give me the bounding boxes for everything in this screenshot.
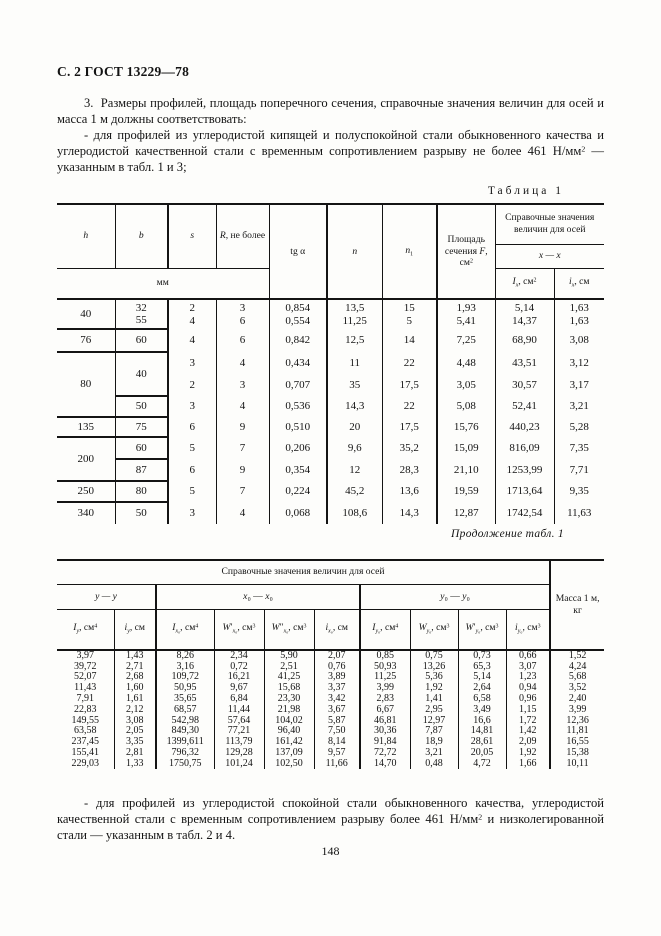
col-header-s: s <box>168 204 216 268</box>
table-cell: 35 <box>327 374 382 396</box>
table-cell: 1742,54 <box>495 502 554 524</box>
table-cell: 0,510 <box>269 417 327 437</box>
table2-body <box>57 650 604 769</box>
table-cell: 15,09 <box>437 437 495 459</box>
table-cell: 2,05 <box>114 726 156 737</box>
table-cell: 11,25 <box>360 672 410 683</box>
col-header-ix-radius: $i_x$, см <box>554 268 604 299</box>
table-cell: 12 <box>327 459 382 481</box>
table-cell: 2,40 <box>550 694 604 705</box>
table-cell: 3,17 <box>554 374 604 396</box>
table-cell: 1,63 1,63 <box>554 299 604 329</box>
table-cell: 11,44 <box>214 705 264 716</box>
intro-paragraphs <box>57 96 604 176</box>
col-header-mm-units: мм <box>156 277 169 289</box>
table-cell: 7,87 <box>410 726 458 737</box>
table-cell: 1713,64 <box>495 481 554 502</box>
profile-dimensions-table <box>57 203 604 524</box>
table-cell: 1,66 <box>506 759 550 770</box>
table-cell: 0,206 <box>269 437 327 459</box>
table-cell: 68,57 <box>156 705 214 716</box>
table-cell: 15 5 <box>382 299 437 329</box>
table-cell: 35,2 <box>382 437 437 459</box>
paragraph-dash-2: - для профилей из углеродистой спокойной стали обыкновенного качества, углеродистой качественной стали с временным сопротивлением разрыву более 461 $Н/мм^2$ и низколегированной стали — указанным в табл. 2 и 4. <box>57 796 604 842</box>
table-cell: 50,95 <box>156 683 214 694</box>
table-cell: 30,36 <box>360 726 410 737</box>
col-header-ix-moment: $I_x$, $см^2$ <box>495 268 554 299</box>
table-cell: 13,5 11,25 <box>327 299 382 329</box>
table-cell: 76 <box>57 329 115 352</box>
table-cell: 0,536 <box>269 396 327 417</box>
table-cell: 4,48 <box>437 352 495 374</box>
table-cell: 91,84 <box>360 737 410 748</box>
table-cell: 2,09 <box>506 737 550 748</box>
table-cell: 0,75 <box>410 650 458 662</box>
table-cell: 2,12 <box>114 705 156 716</box>
table-cell: 35,65 <box>156 694 214 705</box>
table-cell: 7,50 <box>314 726 360 737</box>
table-cell: 11 <box>327 352 382 374</box>
table-cell: 5,14 <box>458 672 506 683</box>
table-cell: 1,93 5,41 <box>437 299 495 329</box>
table-cell: 14 <box>382 329 437 352</box>
table-cell: 1,23 <box>506 672 550 683</box>
col-header-b: b <box>115 204 168 268</box>
table-cell: 0,354 <box>269 459 327 481</box>
table-cell: 129,28 <box>214 748 264 759</box>
table-cell: 104,02 <box>264 715 314 726</box>
table-cell: 1,33 <box>114 759 156 770</box>
table-cell: 1399,611 <box>156 737 214 748</box>
table2-header <box>57 560 604 650</box>
table-cell: 1,92 <box>506 748 550 759</box>
table-cell: 4 <box>168 329 216 352</box>
table-cell: 75 <box>115 417 168 437</box>
table-cell: 80 <box>115 481 168 502</box>
table-cell: 5,28 <box>554 417 604 437</box>
table-cell: 22 <box>382 396 437 417</box>
table-cell: 1,52 <box>550 650 604 662</box>
table-cell: 60 <box>115 329 168 352</box>
table-cell: 3,42 <box>314 694 360 705</box>
col-header-wy0-prime: $W'_{y_0}$, $см^3$ <box>458 609 506 650</box>
table-cell: 200 <box>57 437 115 481</box>
col-group-reference-values: Справочные значения величин для осей <box>57 560 550 584</box>
table-cell: 113,79 <box>214 737 264 748</box>
col-header-tg-alpha: tg α <box>269 204 327 299</box>
table-cell: 9 <box>216 417 269 437</box>
table-cell: 3,89 <box>314 672 360 683</box>
table-cell: 4,24 <box>550 662 604 673</box>
table-cell: 101,24 <box>214 759 264 770</box>
table-cell: 6,58 <box>458 694 506 705</box>
table-cell: 2,64 <box>458 683 506 694</box>
table-cell: 50 <box>115 502 168 524</box>
table-cell: 4 <box>216 396 269 417</box>
table-cell: 102,50 <box>264 759 314 770</box>
col-group-x-x-axis: x — x <box>495 244 604 268</box>
table-cell: 3,05 <box>437 374 495 396</box>
table-cell: 43,51 <box>495 352 554 374</box>
col-header-n1: $n_1$ <box>382 204 437 299</box>
table-cell: 13,6 <box>382 481 437 502</box>
table-cell: 237,45 <box>71 737 99 748</box>
table-cell: 14,3 <box>327 396 382 417</box>
table-cell: 14,3 <box>382 502 437 524</box>
col-header-r: R, не более <box>216 204 269 268</box>
table-cell: 2,51 <box>264 662 314 673</box>
col-header-n: n <box>327 204 382 299</box>
table-cell: 7 <box>216 437 269 459</box>
col-group-x0-x0-axis: x₀ — x₀ <box>156 584 360 609</box>
table-cell: 149,55 <box>71 715 99 726</box>
table-cell: 2 <box>168 374 216 396</box>
table-cell: 440,23 <box>495 417 554 437</box>
table-cell: 15,38 <box>550 748 604 759</box>
table-cell: 14,70 <box>360 759 410 770</box>
table-cell: 849,30 <box>156 726 214 737</box>
table-cell: 30,57 <box>495 374 554 396</box>
table-cell: 2,34 <box>214 650 264 662</box>
table-cell: 77,21 <box>214 726 264 737</box>
table-cell: 17,5 <box>382 374 437 396</box>
table-cell: 0,224 <box>269 481 327 502</box>
col-header-iy0-moment: $I_{y_0}$, $см^4$ <box>360 609 410 650</box>
table-cell: 28,61 <box>458 737 506 748</box>
table-cell: 20 <box>327 417 382 437</box>
table-cell: 1,15 <box>506 705 550 716</box>
table-cell: 46,81 <box>360 715 410 726</box>
table-cell: 3,21 <box>554 396 604 417</box>
table-cell: 28,3 <box>382 459 437 481</box>
table-cell: 0,842 <box>269 329 327 352</box>
table-cell: 1,92 <box>410 683 458 694</box>
table-cell: 0,72 <box>214 662 264 673</box>
col-header-iy-radius: $i_y$, см <box>114 609 156 650</box>
table-cell: 1,43 <box>114 650 156 662</box>
footer-paragraph <box>57 796 604 844</box>
table-cell: 65,3 <box>458 662 506 673</box>
table-cell: 3,67 <box>314 705 360 716</box>
col-header-mass: Масса 1 м, кг <box>550 560 604 650</box>
table-cell: 2,68 <box>114 672 156 683</box>
page-number: 148 <box>321 844 340 858</box>
table-cell: 340 <box>77 507 94 520</box>
table-cell: 1,42 <box>506 726 550 737</box>
table-cell: 109,72 <box>156 672 214 683</box>
table1-continuation-caption: Продолжение табл. 1 <box>451 528 564 540</box>
table-cell: 22,83 <box>74 704 97 715</box>
table-cell: 0,707 <box>269 374 327 396</box>
table-cell: 6,84 <box>214 694 264 705</box>
table-cell: 0,85 <box>360 650 410 662</box>
table-cell: 39,72 <box>74 661 97 672</box>
table-cell: 1,60 <box>114 683 156 694</box>
table-cell: 3,16 <box>156 662 214 673</box>
table-cell: 0,94 <box>506 683 550 694</box>
table-cell: 135 <box>57 417 115 437</box>
table-cell: 6 <box>168 417 216 437</box>
table-cell: 20,05 <box>458 748 506 759</box>
table-cell: 3,97 <box>76 650 94 661</box>
table-cell: 18,9 <box>410 737 458 748</box>
table-cell: 0,068 <box>269 502 327 524</box>
table-cell: 3,08 <box>554 329 604 352</box>
table-cell: 796,32 <box>156 748 214 759</box>
table-cell: 41,25 <box>264 672 314 683</box>
table-cell: 542,98 <box>156 715 214 726</box>
table-cell: 7,71 <box>554 459 604 481</box>
table-cell: 3,99 <box>360 683 410 694</box>
table-cell: 3 <box>216 374 269 396</box>
col-header-wx0-doubleprime: $W''_{x_0}$, $см^3$ <box>264 609 314 650</box>
table-cell: 3,07 <box>506 662 550 673</box>
col-header-wy0: $W_{y_0}$, $см^3$ <box>410 609 458 650</box>
col-header-ix0-radius: $i_{x_0}$, см <box>314 609 360 650</box>
page-header: С. 2 ГОСТ 13229—78 <box>57 64 190 79</box>
table-cell: 5,68 <box>550 672 604 683</box>
table-cell: 6 <box>168 459 216 481</box>
col-group-reference-values: Справочные значения величин для осей <box>495 204 604 244</box>
table-cell: 7,25 <box>437 329 495 352</box>
table-cell: 3,12 <box>554 352 604 374</box>
table-cell: 15,76 <box>437 417 495 437</box>
table-cell: 7,35 <box>554 437 604 459</box>
table-cell: 12,5 <box>327 329 382 352</box>
table-cell: 21,98 <box>264 705 314 716</box>
table-cell: 96,40 <box>264 726 314 737</box>
table-cell: 229,03 <box>71 758 99 769</box>
table-cell: 1,72 <box>506 715 550 726</box>
table-cell: 1253,99 <box>495 459 554 481</box>
table-cell: 14,81 <box>458 726 506 737</box>
col-header-ix0-moment: $I_{x_0}$, $см^4$ <box>156 609 214 650</box>
table-cell: 7,91 <box>76 693 94 705</box>
table-cell: 2,07 <box>314 650 360 662</box>
table-cell: 8,14 <box>314 737 360 748</box>
table-cell: 2,81 <box>114 748 156 759</box>
table-cell: 1750,75 <box>156 759 214 770</box>
table-cell: 250 <box>57 481 115 502</box>
table-cell: 57,64 <box>214 715 264 726</box>
table-cell: 9,67 <box>214 683 264 694</box>
table-cell: 0,854 0,554 <box>269 299 327 329</box>
table-cell: 9,57 <box>314 748 360 759</box>
table-cell: 5 <box>168 481 216 502</box>
table-cell: 155,41 <box>71 747 99 759</box>
table-cell: 22 <box>382 352 437 374</box>
table-cell: 108,6 <box>327 502 382 524</box>
table-cell: 19,59 <box>437 481 495 502</box>
table-cell: 1,41 <box>410 694 458 705</box>
table-cell: 6 <box>216 329 269 352</box>
table-cell: 13,26 <box>410 662 458 673</box>
table-cell: 21,10 <box>437 459 495 481</box>
table-cell: 52,07 <box>74 672 97 683</box>
table1-caption: Таблица 1 <box>487 185 564 197</box>
table-cell: 6,67 <box>360 705 410 716</box>
table-cell: 0,76 <box>314 662 360 673</box>
table-cell: 87 <box>115 459 168 481</box>
table-cell: 5,08 <box>437 396 495 417</box>
table-cell: 5,90 <box>264 650 314 662</box>
table-cell: 3 6 <box>216 299 269 329</box>
table-cell: 816,09 <box>495 437 554 459</box>
table-cell: 5,87 <box>314 715 360 726</box>
col-header-area: Площадь сечения F, $см^2$ <box>437 204 495 299</box>
table-cell: 80 <box>57 352 115 417</box>
table-cell: 16,6 <box>458 715 506 726</box>
table-cell: 11,63 <box>554 502 604 524</box>
table-cell: 0,434 <box>269 352 327 374</box>
table1-header <box>57 204 604 299</box>
table-cell: 3,49 <box>458 705 506 716</box>
table-cell: 11,66 <box>314 759 360 770</box>
table-cell: 4 <box>216 352 269 374</box>
table-cell: 12,36 <box>550 715 604 726</box>
table-cell: 10,11 <box>550 759 604 770</box>
table-cell: 5,14 14,37 <box>495 299 554 329</box>
table-cell: 161,42 <box>264 737 314 748</box>
reference-values-table <box>57 559 604 769</box>
table-cell: 60 <box>115 437 168 459</box>
table-cell: 3 <box>168 502 216 524</box>
table-cell: 3,37 <box>314 683 360 694</box>
table-cell: 12,87 <box>437 502 495 524</box>
col-header-iy-moment: $I_y$, $см^4$ <box>73 622 98 635</box>
table-cell: 45,2 <box>327 481 382 502</box>
table-cell: 137,09 <box>264 748 314 759</box>
table-cell: 16,55 <box>550 737 604 748</box>
table-cell: 32 55 <box>115 299 168 329</box>
col-group-y0-y0-axis: y₀ — y₀ <box>360 584 550 609</box>
table-cell: 12,97 <box>410 715 458 726</box>
table-cell: 11,81 <box>550 726 604 737</box>
table-cell: 3,35 <box>114 737 156 748</box>
table-cell: 3,08 <box>114 715 156 726</box>
table-cell: 9,35 <box>554 481 604 502</box>
table-cell: 0,48 <box>410 759 458 770</box>
table-cell: 5 <box>168 437 216 459</box>
table-cell: 68,90 <box>495 329 554 352</box>
table-cell: 3 <box>168 396 216 417</box>
table-cell: 16,21 <box>214 672 264 683</box>
table-cell: 4 <box>216 502 269 524</box>
table-cell: 3 <box>168 352 216 374</box>
col-header-wx0-prime: $W'_{x_0}$, $см^3$ <box>214 609 264 650</box>
table-cell: 50 <box>115 396 168 417</box>
table-cell: 52,41 <box>495 396 554 417</box>
table-cell: 1,61 <box>114 694 156 705</box>
paragraph-item-3: 3. Размеры профилей, площадь поперечного сечения, справочные значения величин для осей и масса 1 м должны соответствовать: <box>57 96 604 126</box>
table-cell: 3,99 <box>550 705 604 716</box>
table-cell: 72,72 <box>360 748 410 759</box>
table-cell: 2,83 <box>360 694 410 705</box>
table-cell: 9,6 <box>327 437 382 459</box>
table-cell: 23,30 <box>264 694 314 705</box>
table-cell: 3,21 <box>410 748 458 759</box>
table-cell: 0,73 <box>458 650 506 662</box>
col-group-y-y-axis: y — y <box>57 584 156 609</box>
table-cell: 3,52 <box>550 683 604 694</box>
table-cell: 2 4 <box>168 299 216 329</box>
col-header-h: h <box>57 204 115 268</box>
table-cell: 63,58 <box>74 726 97 737</box>
table-cell: 8,26 <box>156 650 214 662</box>
table-cell: 40 <box>115 352 168 396</box>
paragraph-dash-1: - для профилей из углеродистой кипящей и полуспокойной стали обыкновенного качества и углеродистой качественной стали с временным сопротивлением разрыву не более 461 $Н/мм^2$ — указанным в табл. 1 и 3; <box>57 127 605 174</box>
table1-body <box>57 299 604 524</box>
table-cell: 2,71 <box>114 662 156 673</box>
table-cell: 0,66 <box>506 650 550 662</box>
table-cell: 5,36 <box>410 672 458 683</box>
table-cell: 50,93 <box>360 662 410 673</box>
table-cell: 4,72 <box>458 759 506 770</box>
table-cell: 11,43 <box>74 683 97 694</box>
table-cell: 40 <box>57 299 115 329</box>
table-cell: 15,68 <box>264 683 314 694</box>
col-header-iy0-radius: $i_{y_0}$, $см^3$ <box>506 609 550 650</box>
table-cell: 7 <box>216 481 269 502</box>
table-cell: 0,96 <box>506 694 550 705</box>
table-cell: 2,95 <box>410 705 458 716</box>
table-cell: 17,5 <box>382 417 437 437</box>
table-cell: 9 <box>216 459 269 481</box>
